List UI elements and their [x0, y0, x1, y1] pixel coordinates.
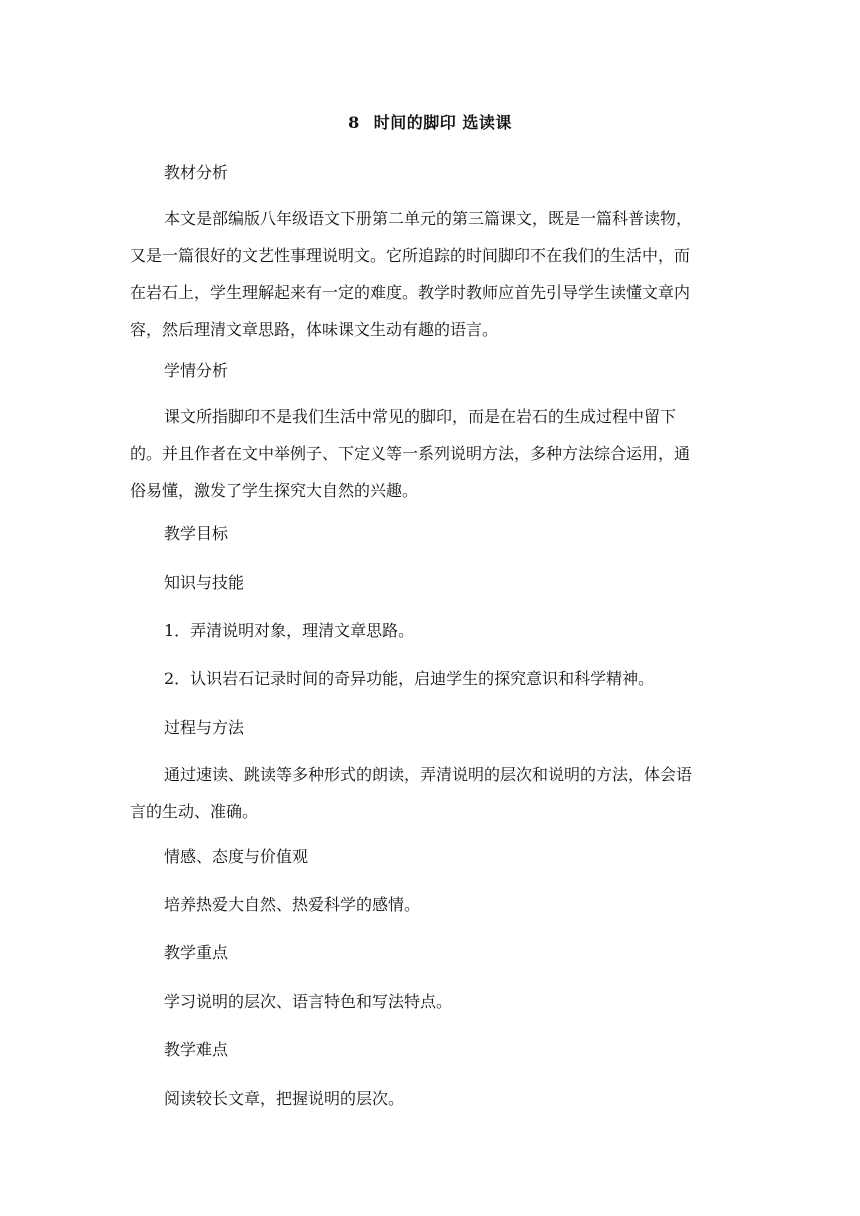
- section-heading-key-points: 教学重点: [164, 943, 229, 962]
- goal-item-2: 2．认识岩石记录时间的奇异功能，启迪学生的探究意识和科学精神。: [164, 669, 655, 688]
- goal-item-1: 1．弄清说明对象，理清文章思路。: [164, 621, 415, 640]
- paragraph-line: 的。并且作者在文中举例子、下定义等一系列说明方法，多种方法综合运用，通: [130, 444, 691, 463]
- paragraph-line: 在岩石上，学生理解起来有一定的难度。教学时教师应首先引导学生读懂文章内: [130, 283, 691, 302]
- paragraph-line: 言的生动、准确。: [130, 802, 259, 821]
- section-heading-teaching-goals: 教学目标: [164, 524, 229, 543]
- subheading-process-method: 过程与方法: [164, 718, 245, 737]
- paragraph-line: 容，然后理清文章思路，体味课文生动有趣的语言。: [130, 320, 499, 339]
- paragraph-line: 通过速读、跳读等多种形式的朗读，弄清说明的层次和说明的方法，体会语: [164, 765, 693, 784]
- subheading-knowledge-skills: 知识与技能: [164, 573, 245, 592]
- paragraph-line: 课文所指脚印不是我们生活中常见的脚印，而是在岩石的生成过程中留下: [164, 407, 677, 426]
- document-title: [0, 110, 860, 133]
- section-heading-student-analysis: 学情分析: [164, 361, 229, 380]
- title-text: 时间的脚印 选读课: [373, 113, 512, 132]
- paragraph-textbook-analysis: [130, 200, 730, 348]
- paragraph-student-analysis: [130, 398, 730, 509]
- difficulties-text: 阅读较长文章，把握说明的层次。: [164, 1089, 405, 1108]
- key-points-text: 学习说明的层次、语言特色和写法特点。: [164, 992, 453, 1011]
- emotion-values-text: 培养热爱大自然、热爱科学的感情。: [164, 895, 421, 914]
- paragraph-line: 又是一篇很好的文艺性事理说明文。它所追踪的时间脚印不在我们的生活中，而: [130, 246, 691, 265]
- title-number: 8: [348, 113, 360, 132]
- section-heading-difficulties: 教学难点: [164, 1040, 229, 1059]
- paragraph-line: 俗易懂，激发了学生探究大自然的兴趣。: [130, 481, 419, 500]
- paragraph-line: 本文是部编版八年级语文下册第二单元的第三篇课文，既是一篇科普读物，: [164, 209, 693, 228]
- section-heading-textbook-analysis: 教材分析: [164, 163, 229, 182]
- subheading-emotion-values: 情感、态度与价值观: [164, 847, 309, 866]
- paragraph-process-method: [130, 756, 730, 830]
